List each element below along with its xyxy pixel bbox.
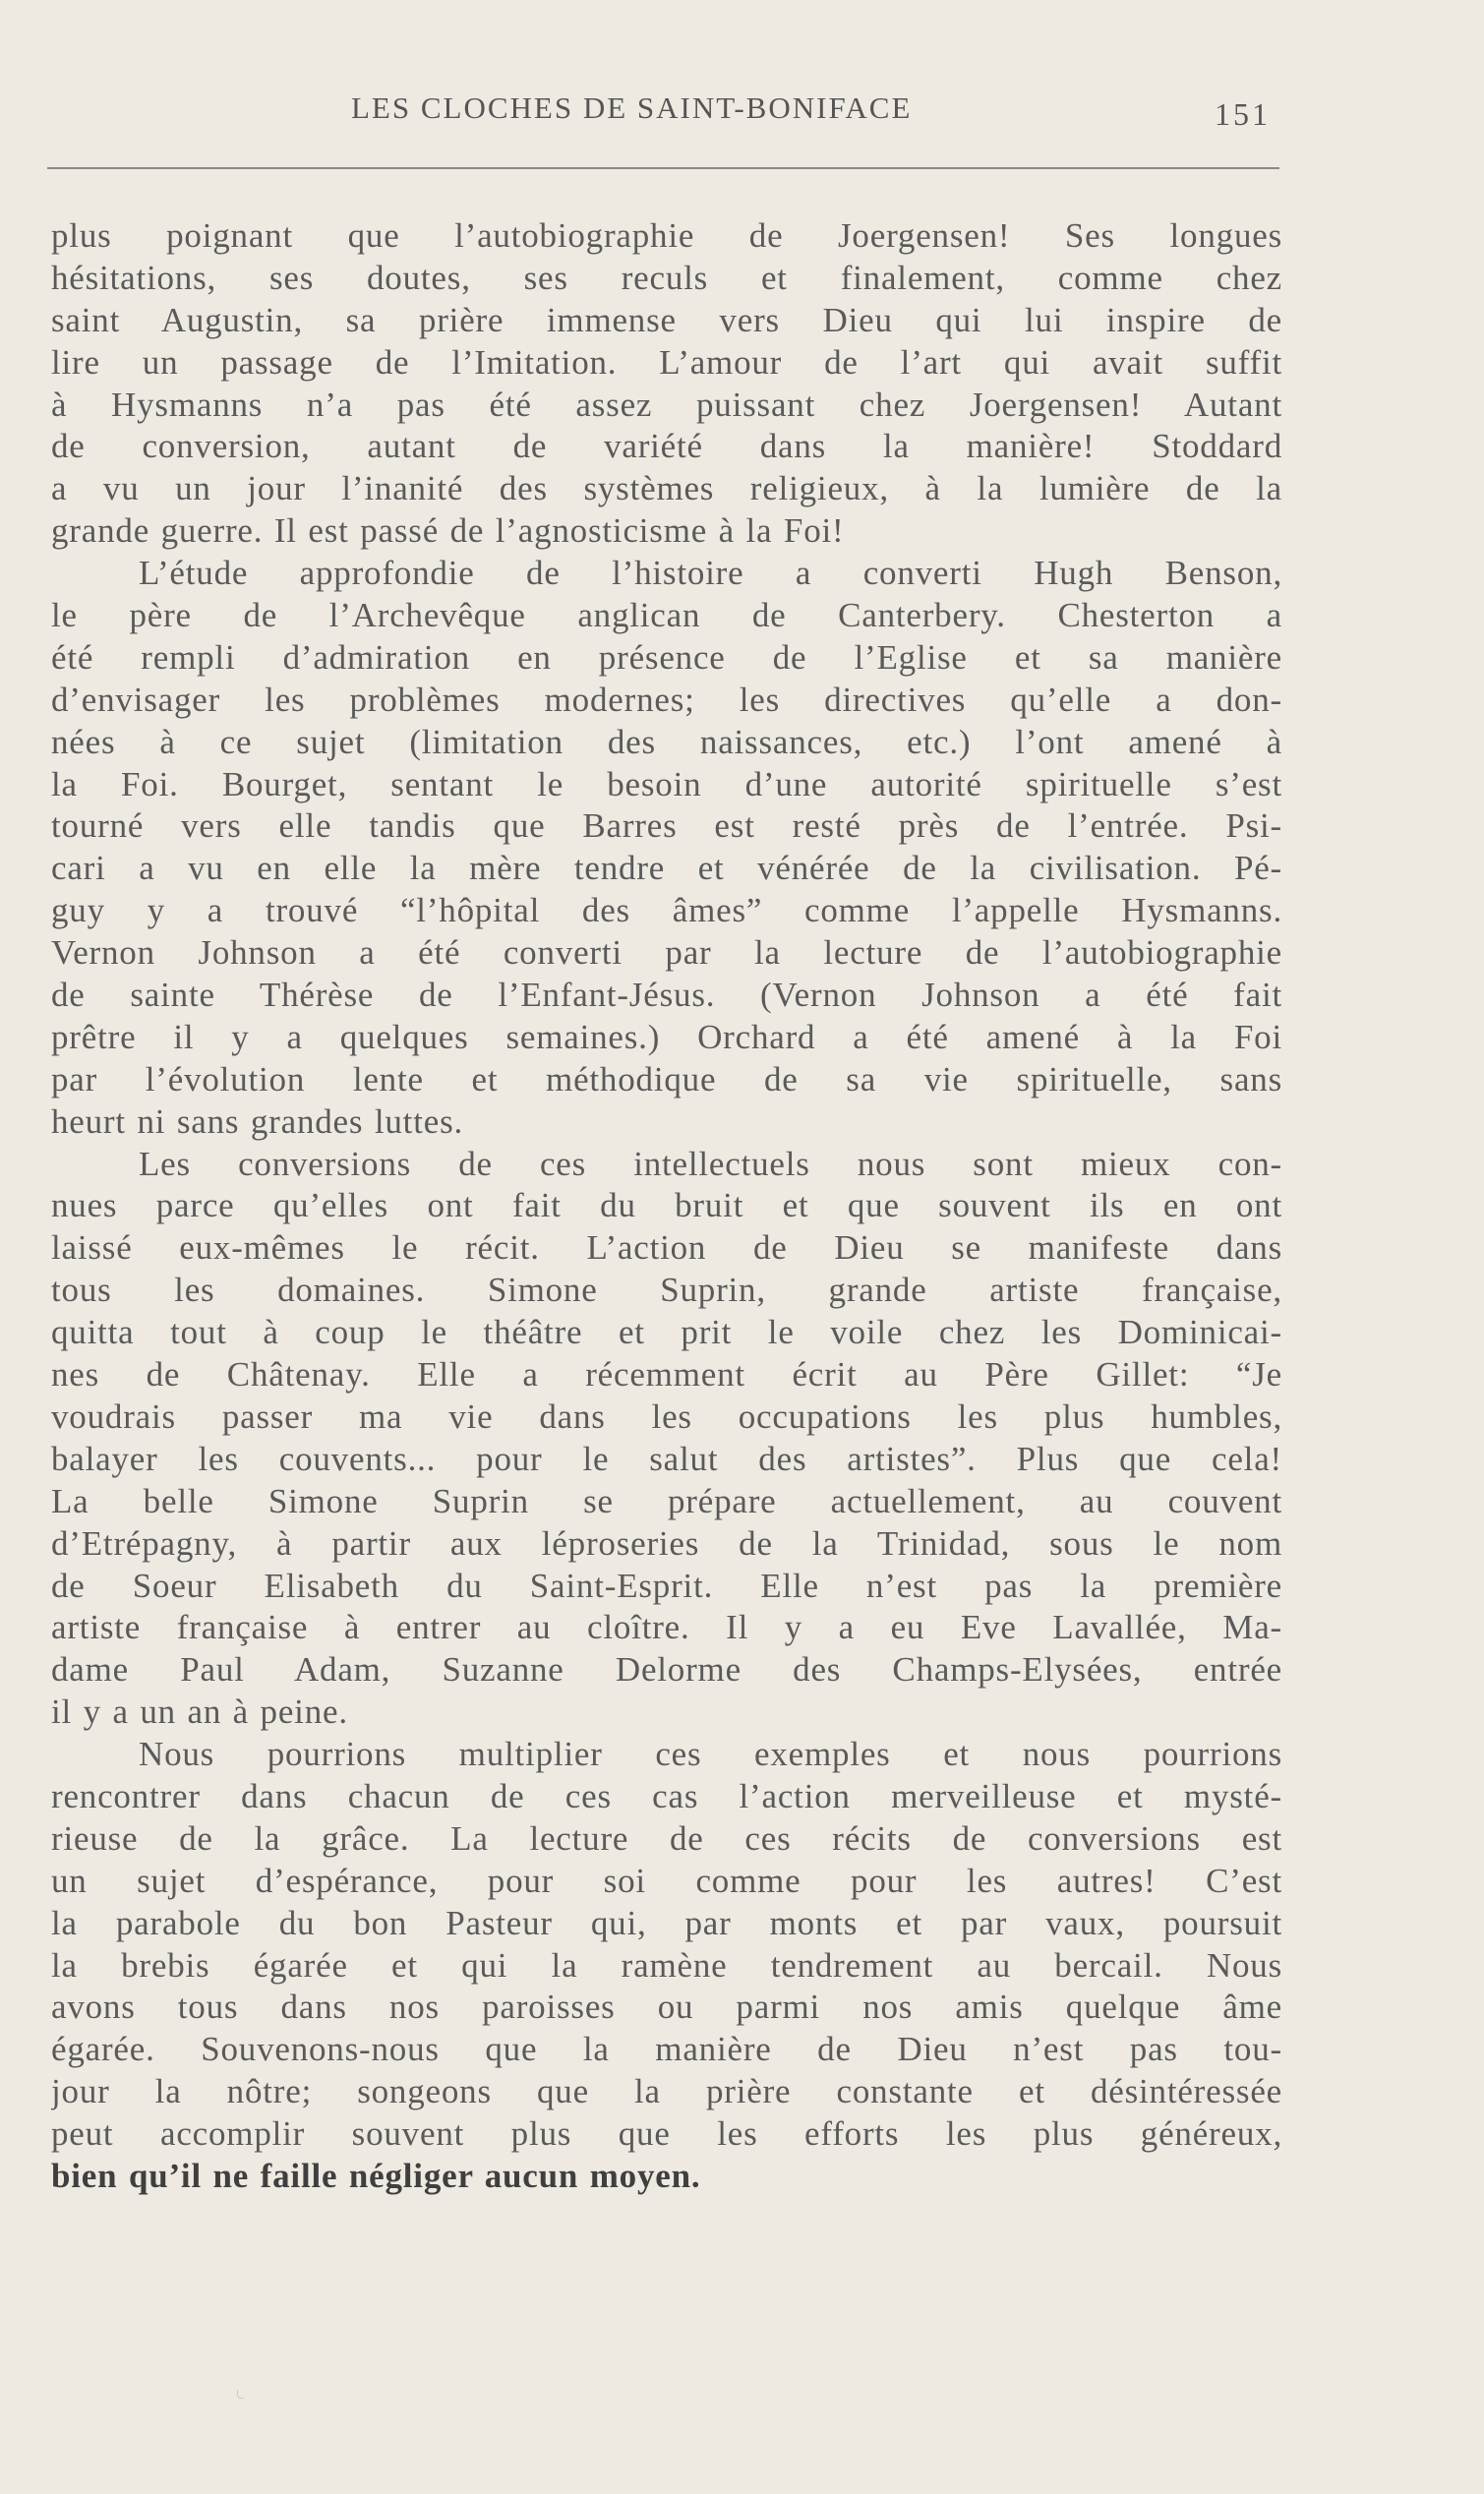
text-line: quitta tout à coup le théâtre et prit le voile chez les Dominicai- bbox=[51, 1313, 1282, 1352]
text-line: a vu un jour l’inanité des systèmes religieux, à la lumière de la bbox=[51, 469, 1282, 508]
text-line: la brebis égarée et qui la ramène tendrement au bercail. Nous bbox=[51, 1945, 1282, 1985]
text-line: peut accomplir souvent plus que les efforts les plus généreux, bbox=[51, 2114, 1282, 2154]
text-line: voudrais passer ma vie dans les occupations les plus humbles, bbox=[51, 1396, 1282, 1436]
text-line: rieuse de la grâce. La lecture de ces récits de conversions est bbox=[51, 1818, 1282, 1858]
text-line: tous les domaines. Simone Suprin, grande artiste française, bbox=[51, 1271, 1282, 1310]
text-line: un sujet d’espérance, pour soi comme pour les autres! C’est bbox=[51, 1861, 1282, 1900]
text-line: rencontrer dans chacun de ces cas l’action merveilleuse et mysté- bbox=[51, 1776, 1282, 1815]
text-line: de sainte Thérèse de l’Enfant-Jésus. (Vernon Johnson a été fait bbox=[51, 976, 1282, 1015]
text-line: avons tous dans nos paroisses ou parmi nos amis quelque âme bbox=[51, 1988, 1282, 2027]
text-line: nes de Châtenay. Elle a récemment écrit au Père Gillet: “Je bbox=[51, 1355, 1282, 1395]
text-line: prêtre il y a quelques semaines.) Orchard a été amené à la Foi bbox=[51, 1017, 1282, 1056]
text-line: le père de l’Archevêque anglican de Canterbery. Chesterton a bbox=[51, 596, 1282, 635]
running-head bbox=[51, 90, 1280, 140]
text-line: nées à ce sujet (limitation des naissances, etc.) l’ont amené à bbox=[51, 722, 1282, 761]
text-line: d’Etrépagny, à partir aux léproseries de la Trinidad, sous le nom bbox=[51, 1523, 1282, 1563]
running-title: LES CLOCHES DE SAINT-BONIFACE bbox=[351, 90, 913, 125]
text-line: nues parce qu’elles ont fait du bruit et que souvent ils en ont bbox=[51, 1186, 1282, 1225]
text-line: La belle Simone Suprin se prépare actuellement, au couvent bbox=[51, 1481, 1282, 1520]
text-line: heurt ni sans grandes luttes. bbox=[51, 1101, 464, 1141]
text-line: grande guerre. Il est passé de l’agnosticisme à la Foi! bbox=[51, 511, 845, 551]
page-number: 151 bbox=[1215, 96, 1271, 132]
text-line: il y a un an à peine. bbox=[51, 1692, 348, 1732]
text-line: jour la nôtre; songeons que la prière constante et désintéressée bbox=[51, 2072, 1282, 2111]
text-line: de conversion, autant de variété dans la manière! Stoddard bbox=[51, 427, 1282, 466]
text-line: Nous pourrions multiplier ces exemples et nous pourrions bbox=[139, 1735, 1282, 1774]
header-rule bbox=[47, 167, 1279, 169]
paper-mark bbox=[237, 2390, 244, 2399]
text-line: Les conversions de ces intellectuels nous sont mieux con- bbox=[139, 1144, 1282, 1183]
text-line: laissé eux-mêmes le récit. L’action de Dieu se manifeste dans bbox=[51, 1228, 1282, 1268]
text-line: dame Paul Adam, Suzanne Delorme des Champs-Elysées, entrée bbox=[51, 1650, 1282, 1690]
body-text bbox=[51, 215, 1282, 2198]
text-line: Vernon Johnson a été converti par la lecture de l’autobiographie bbox=[51, 933, 1282, 973]
text-line: d’envisager les problèmes modernes; les directives qu’elle a don- bbox=[51, 680, 1282, 719]
text-line: hésitations, ses doutes, ses reculs et finalement, comme chez bbox=[51, 258, 1282, 297]
text-line: été rempli d’admiration en présence de l’Eglise et sa manière bbox=[51, 637, 1282, 677]
text-line: cari a vu en elle la mère tendre et vénérée de la civilisation. Pé- bbox=[51, 849, 1282, 888]
text-line: de Soeur Elisabeth du Saint-Esprit. Elle n’est pas la première bbox=[51, 1566, 1282, 1605]
text-line: guy y a trouvé “l’hôpital des âmes” comme l’appelle Hysmanns. bbox=[51, 891, 1282, 930]
text-line: artiste française à entrer au cloître. Il y a eu Eve Lavallée, Ma- bbox=[51, 1608, 1282, 1647]
text-line: la parabole du bon Pasteur qui, par monts et par vaux, poursuit bbox=[51, 1903, 1282, 1942]
text-line: lire un passage de l’Imitation. L’amour de l’art qui avait suffit bbox=[51, 342, 1282, 382]
text-line: bien qu’il ne faille négliger aucun moyen. bbox=[51, 2156, 701, 2195]
text-line: plus poignant que l’autobiographie de Joergensen! Ses longues bbox=[51, 216, 1282, 255]
text-line: la Foi. Bourget, sentant le besoin d’une autorité spirituelle s’est bbox=[51, 764, 1282, 803]
text-line: saint Augustin, sa prière immense vers Dieu qui lui inspire de bbox=[51, 300, 1282, 339]
text-line: L’étude approfondie de l’histoire a converti Hugh Benson, bbox=[139, 554, 1282, 593]
text-line: égarée. Souvenons-nous que la manière de Dieu n’est pas tou- bbox=[51, 2030, 1282, 2069]
text-line: tourné vers elle tandis que Barres est resté près de l’entrée. Psi- bbox=[51, 806, 1282, 846]
text-line: à Hysmanns n’a pas été assez puissant chez Joergensen! Autant bbox=[51, 385, 1282, 424]
text-line: balayer les couvents... pour le salut des artistes”. Plus que cela! bbox=[51, 1439, 1282, 1478]
text-line: par l’évolution lente et méthodique de sa vie spirituelle, sans bbox=[51, 1059, 1282, 1099]
